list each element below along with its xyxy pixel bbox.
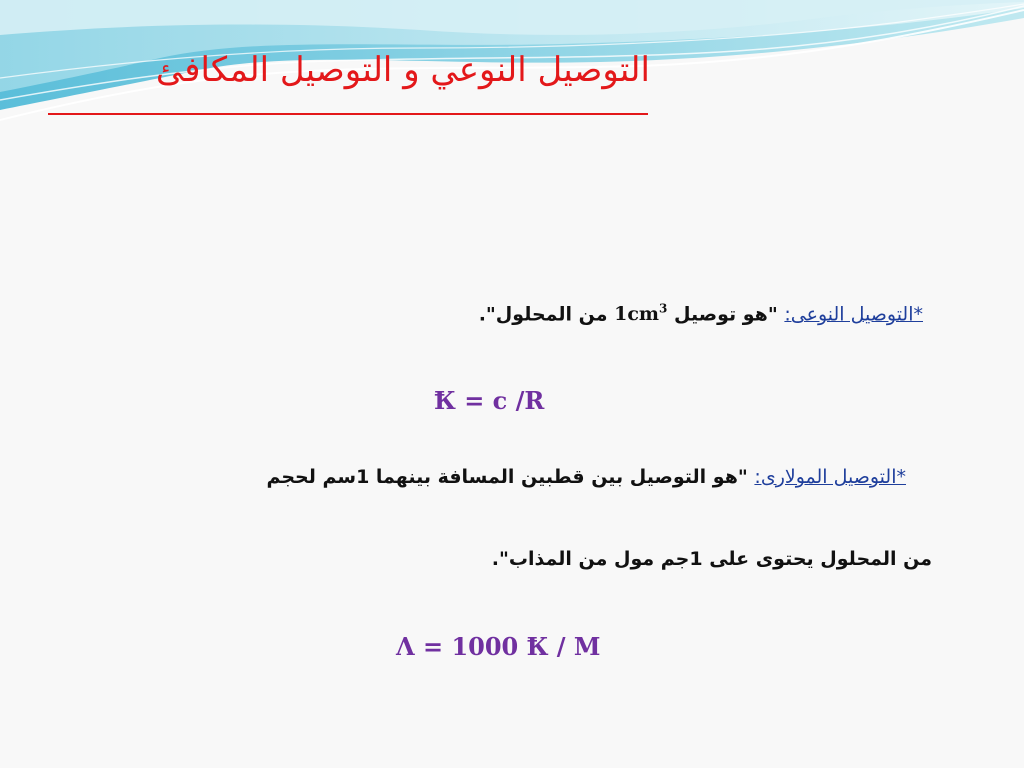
molar-conductance-term: *التوصيل المولارى: <box>754 466 906 488</box>
molar-conductance-definition-line1 <box>266 466 906 488</box>
molar-conductance-definition-line2: من المحلول يحتوى على 1جم مول من المذاب". <box>491 548 932 570</box>
specific-conductance-term: *التوصيل النوعى: <box>784 303 923 326</box>
slide-title: التوصيل النوعي و التوصيل المكافئ <box>155 50 650 90</box>
specific-conductance-formula: Ꝁ = c /R <box>434 386 545 415</box>
title-underline <box>48 113 648 115</box>
unit-cm-superscript: 3 <box>659 302 668 316</box>
specific-conductance-definition <box>479 302 923 325</box>
molar-definition-part1: "هو التوصيل بين قطبين المسافة بينهما 1سم لحجم <box>266 466 748 488</box>
specific-definition-start: "هو توصيل <box>674 303 778 326</box>
specific-definition-end: من المحلول". <box>478 303 608 326</box>
molar-conductance-formula: Λ = 1000 Ꝁ / M <box>396 632 601 661</box>
unit-cm: $1cm^3$ <box>614 302 668 326</box>
